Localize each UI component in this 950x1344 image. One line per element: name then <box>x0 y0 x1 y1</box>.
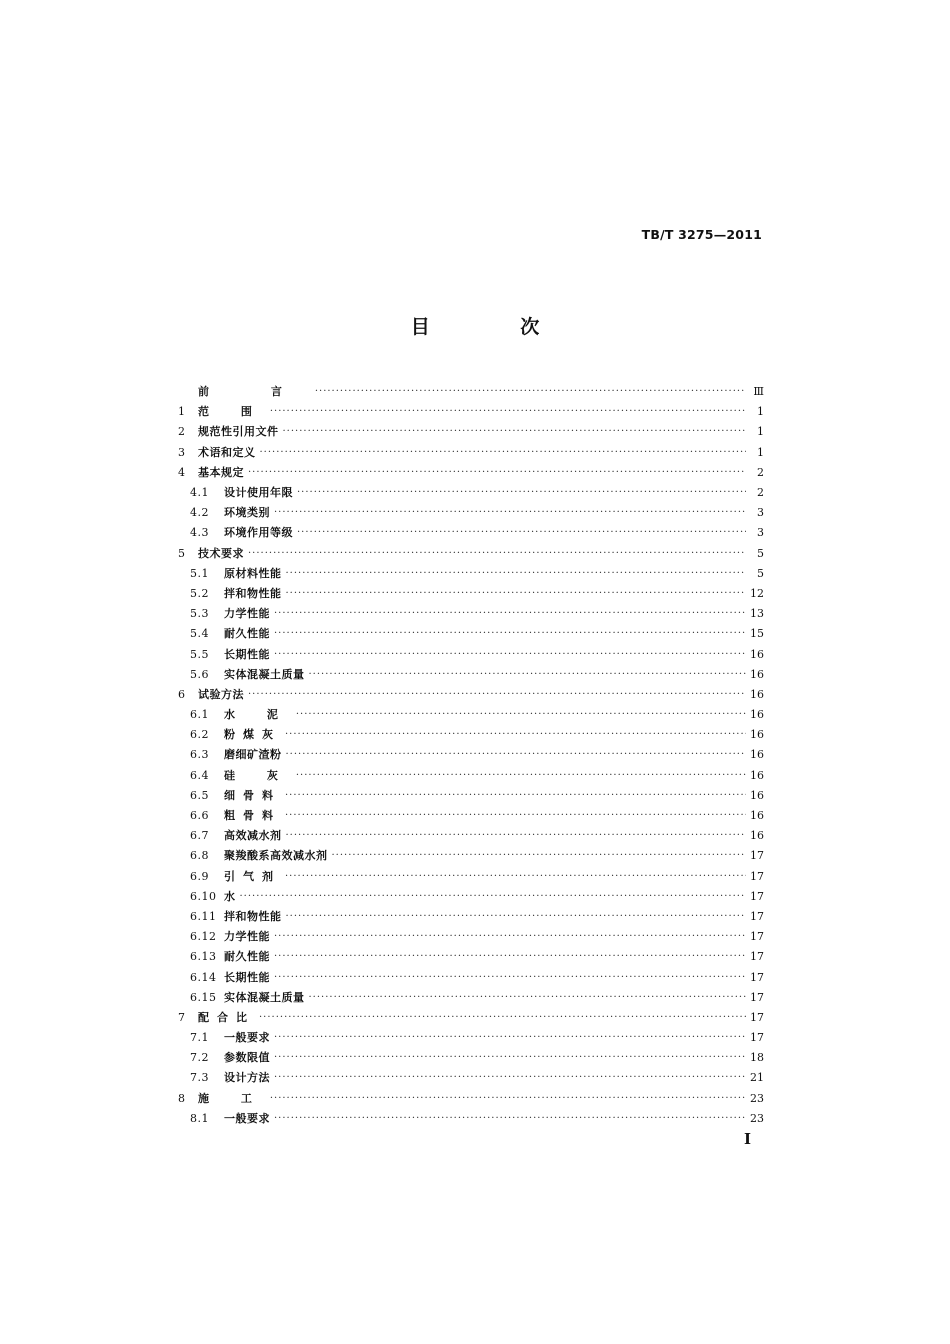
toc-entry-page: 3 <box>757 526 764 540</box>
toc-entry[interactable] <box>178 604 764 624</box>
toc-entry-label: 力学性能 <box>224 607 270 621</box>
toc-entry-number: 1 <box>178 405 186 419</box>
toc-entry[interactable] <box>178 443 764 463</box>
toc-dot-leader <box>285 725 746 745</box>
toc-entry-label: 设计方法 <box>224 1071 270 1085</box>
toc-entry-number: 3 <box>178 445 186 459</box>
toc-dot-leader <box>309 665 747 685</box>
toc-entry-page: 21 <box>750 1071 764 1085</box>
toc-entry[interactable] <box>178 584 764 604</box>
toc-entry-label: 实体混凝土质量 <box>224 667 305 681</box>
toc-entry-page: 17 <box>750 930 764 944</box>
toc-entry-page: 23 <box>750 1111 764 1125</box>
toc-entry-number: 4 <box>178 465 186 479</box>
toc-entry[interactable] <box>178 1068 764 1088</box>
toc-entry-page: 16 <box>750 788 764 802</box>
toc-entry-page: 13 <box>750 607 764 621</box>
toc-entry-label: 原材料性能 <box>224 566 282 580</box>
toc-entry[interactable] <box>178 1048 764 1068</box>
standard-code: TB/T 3275—2011 <box>641 227 762 242</box>
toc-entry-number: 6.8 <box>190 849 209 863</box>
toc-entry[interactable] <box>178 766 764 786</box>
toc-entry[interactable] <box>178 967 764 987</box>
toc-dot-leader <box>274 624 746 644</box>
toc-entry-page: 17 <box>750 889 764 903</box>
toc-entry-number: 6.11 <box>190 909 217 923</box>
toc-entry-number: 5.4 <box>190 627 209 641</box>
table-of-contents <box>178 382 764 1129</box>
toc-entry[interactable] <box>178 846 764 866</box>
toc-entry-label: 施 工 <box>198 1091 266 1105</box>
toc-entry-label: 设计使用年限 <box>224 486 293 500</box>
toc-entry-label: 环境作用等级 <box>224 526 293 540</box>
toc-entry-label: 耐久性能 <box>224 627 270 641</box>
toc-entry-label: 实体混凝土质量 <box>224 990 305 1004</box>
toc-entry-label: 水 <box>224 889 236 903</box>
toc-entry-number: 5.3 <box>190 607 209 621</box>
toc-entry-page: 16 <box>750 728 764 742</box>
toc-entry[interactable] <box>178 665 764 685</box>
toc-dot-leader <box>260 443 747 463</box>
toc-entry-number: 5.1 <box>190 566 209 580</box>
toc-entry-page: 16 <box>750 687 764 701</box>
toc-dot-leader <box>285 806 746 826</box>
toc-dot-leader <box>274 927 746 947</box>
toc-entry[interactable] <box>178 1089 764 1109</box>
toc-entry-number: 6.4 <box>190 768 209 782</box>
toc-entry-page: 17 <box>750 990 764 1004</box>
toc-entry[interactable] <box>178 826 764 846</box>
toc-entry-number: 6.12 <box>190 930 217 944</box>
toc-dot-leader <box>274 503 746 523</box>
toc-entry[interactable] <box>178 544 764 564</box>
toc-entry[interactable] <box>178 887 764 907</box>
toc-dot-leader <box>315 382 746 402</box>
toc-entry-page: 5 <box>757 566 764 580</box>
toc-entry-page: 17 <box>750 950 764 964</box>
toc-entry[interactable] <box>178 947 764 967</box>
toc-dot-leader <box>270 1089 746 1109</box>
toc-entry[interactable] <box>178 927 764 947</box>
toc-entry[interactable] <box>178 483 764 503</box>
toc-entry-label: 配合比 <box>198 1010 255 1024</box>
toc-entry-number: 5 <box>178 546 186 560</box>
toc-entry-page: 1 <box>757 445 764 459</box>
toc-entry[interactable] <box>178 503 764 523</box>
toc-entry-page: 2 <box>757 465 764 479</box>
toc-entry-label: 一般要求 <box>224 1031 270 1045</box>
toc-entry-label: 粉煤灰 <box>224 728 281 742</box>
toc-entry-page: 15 <box>750 627 764 641</box>
toc-entry[interactable] <box>178 685 764 705</box>
toc-entry-number: 5.6 <box>190 667 209 681</box>
toc-entry-label: 长期性能 <box>224 647 270 661</box>
toc-entry-number: 4.3 <box>190 526 209 540</box>
toc-dot-leader <box>274 968 746 988</box>
toc-entry-number: 7.2 <box>190 1051 209 1065</box>
toc-dot-leader <box>286 907 747 927</box>
toc-entry-number: 5.5 <box>190 647 209 661</box>
toc-entry-label: 细骨料 <box>224 788 281 802</box>
toc-dot-leader <box>283 422 747 442</box>
toc-entry-label: 长期性能 <box>224 970 270 984</box>
page-title: 目 次 <box>410 316 582 338</box>
toc-dot-leader <box>332 846 747 866</box>
toc-dot-leader <box>248 685 746 705</box>
toc-dot-leader <box>297 483 746 503</box>
toc-entry-label: 粗骨料 <box>224 809 281 823</box>
toc-entry-number: 7.1 <box>190 1031 209 1045</box>
toc-entry[interactable] <box>178 725 764 745</box>
toc-entry-label: 高效减水剂 <box>224 829 282 843</box>
toc-entry-label: 力学性能 <box>224 930 270 944</box>
toc-entry-label: 硅 灰 <box>224 768 292 782</box>
toc-entry-page: 1 <box>757 405 764 419</box>
toc-dot-leader <box>248 463 746 483</box>
toc-entry[interactable] <box>178 786 764 806</box>
toc-entry-page: 17 <box>750 909 764 923</box>
toc-entry-page: 5 <box>757 546 764 560</box>
toc-entry[interactable] <box>178 867 764 887</box>
toc-dot-leader <box>270 402 746 422</box>
toc-entry-number: 5.2 <box>190 586 209 600</box>
toc-entry-page: 16 <box>750 809 764 823</box>
toc-entry-number: 7 <box>178 1010 186 1024</box>
toc-entry-label: 规范性引用文件 <box>198 425 279 439</box>
toc-dot-leader <box>286 826 747 846</box>
toc-entry-label: 环境类别 <box>224 506 270 520</box>
toc-entry-number: 8 <box>178 1091 186 1105</box>
toc-entry-number: 8.1 <box>190 1111 209 1125</box>
toc-dot-leader <box>296 766 746 786</box>
toc-entry-number: 6.14 <box>190 970 217 984</box>
toc-dot-leader <box>248 544 746 564</box>
toc-entry-label: 耐久性能 <box>224 950 270 964</box>
toc-dot-leader <box>309 988 747 1008</box>
toc-entry[interactable] <box>178 402 764 422</box>
toc-entry-page: 16 <box>750 768 764 782</box>
toc-entry-label: 水 泥 <box>224 708 292 722</box>
toc-dot-leader <box>285 786 746 806</box>
toc-entry[interactable] <box>178 624 764 644</box>
toc-dot-leader <box>296 705 746 725</box>
toc-entry-number: 6.9 <box>190 869 209 883</box>
toc-entry[interactable] <box>178 382 764 402</box>
toc-dot-leader <box>259 1008 746 1028</box>
toc-entry-page: 16 <box>750 748 764 762</box>
toc-entry[interactable] <box>178 907 764 927</box>
toc-entry[interactable] <box>178 745 764 765</box>
toc-entry-page: Ⅲ <box>753 385 764 399</box>
toc-entry[interactable] <box>178 422 764 442</box>
toc-entry-page: 1 <box>757 425 764 439</box>
toc-entry-number: 6.5 <box>190 788 209 802</box>
toc-dot-leader <box>297 523 746 543</box>
toc-entry-label: 术语和定义 <box>198 445 256 459</box>
toc-entry-number: 2 <box>178 425 186 439</box>
toc-dot-leader <box>285 867 746 887</box>
toc-entry-page: 16 <box>750 667 764 681</box>
toc-entry-number: 6.1 <box>190 708 209 722</box>
toc-dot-leader <box>274 947 746 967</box>
toc-entry-page: 2 <box>757 486 764 500</box>
toc-entry-number: 6.10 <box>190 889 217 903</box>
toc-dot-leader <box>286 745 747 765</box>
toc-entry-page: 17 <box>750 1010 764 1024</box>
toc-entry-page: 17 <box>750 1031 764 1045</box>
toc-entry-number: 6.7 <box>190 829 209 843</box>
toc-entry-page: 16 <box>750 829 764 843</box>
toc-entry-number: 6.2 <box>190 728 209 742</box>
toc-dot-leader <box>274 1109 746 1129</box>
toc-entry[interactable] <box>178 1028 764 1048</box>
toc-entry-page: 18 <box>750 1051 764 1065</box>
toc-entry[interactable] <box>178 1008 764 1028</box>
toc-entry[interactable] <box>178 564 764 584</box>
toc-entry-page: 17 <box>750 970 764 984</box>
toc-entry-number: 6.13 <box>190 950 217 964</box>
toc-entry[interactable] <box>178 806 764 826</box>
toc-entry-number: 6.6 <box>190 809 209 823</box>
toc-entry-label: 引气剂 <box>224 869 281 883</box>
toc-dot-leader <box>240 887 747 907</box>
toc-entry-number: 6.15 <box>190 990 217 1004</box>
toc-entry-number: 6.3 <box>190 748 209 762</box>
toc-entry-label: 范 围 <box>198 405 266 419</box>
toc-dot-leader <box>274 645 746 665</box>
toc-entry[interactable] <box>178 988 764 1008</box>
toc-entry-number: 6 <box>178 687 186 701</box>
toc-entry-page: 23 <box>750 1091 764 1105</box>
toc-entry-label: 参数限值 <box>224 1051 270 1065</box>
toc-entry[interactable] <box>178 1109 764 1129</box>
toc-entry-page: 16 <box>750 647 764 661</box>
toc-entry[interactable] <box>178 705 764 725</box>
toc-entry-label: 拌和物性能 <box>224 909 282 923</box>
toc-entry-label: 拌和物性能 <box>224 586 282 600</box>
toc-entry-number: 4.2 <box>190 506 209 520</box>
toc-entry-page: 16 <box>750 708 764 722</box>
toc-dot-leader <box>274 1028 746 1048</box>
toc-entry-page: 17 <box>750 849 764 863</box>
toc-dot-leader <box>274 1048 746 1068</box>
toc-entry-label: 基本规定 <box>198 465 244 479</box>
toc-dot-leader <box>286 584 747 604</box>
page-number: Ⅰ <box>744 1130 752 1148</box>
toc-entry-label: 磨细矿渣粉 <box>224 748 282 762</box>
toc-entry-number: 4.1 <box>190 486 209 500</box>
toc-entry-page: 3 <box>757 506 764 520</box>
toc-entry[interactable] <box>178 523 764 543</box>
toc-entry-label: 试验方法 <box>198 687 244 701</box>
toc-entry[interactable] <box>178 463 764 483</box>
toc-entry-label: 前 言 <box>198 385 311 399</box>
toc-entry-label: 一般要求 <box>224 1111 270 1125</box>
toc-entry-page: 17 <box>750 869 764 883</box>
toc-entry-page: 12 <box>750 586 764 600</box>
toc-entry-label: 聚羧酸系高效减水剂 <box>224 849 328 863</box>
toc-dot-leader <box>274 1068 746 1088</box>
toc-dot-leader <box>286 564 747 584</box>
toc-dot-leader <box>274 604 746 624</box>
toc-entry-number: 7.3 <box>190 1071 209 1085</box>
toc-entry[interactable] <box>178 644 764 664</box>
toc-entry-label: 技术要求 <box>198 546 244 560</box>
